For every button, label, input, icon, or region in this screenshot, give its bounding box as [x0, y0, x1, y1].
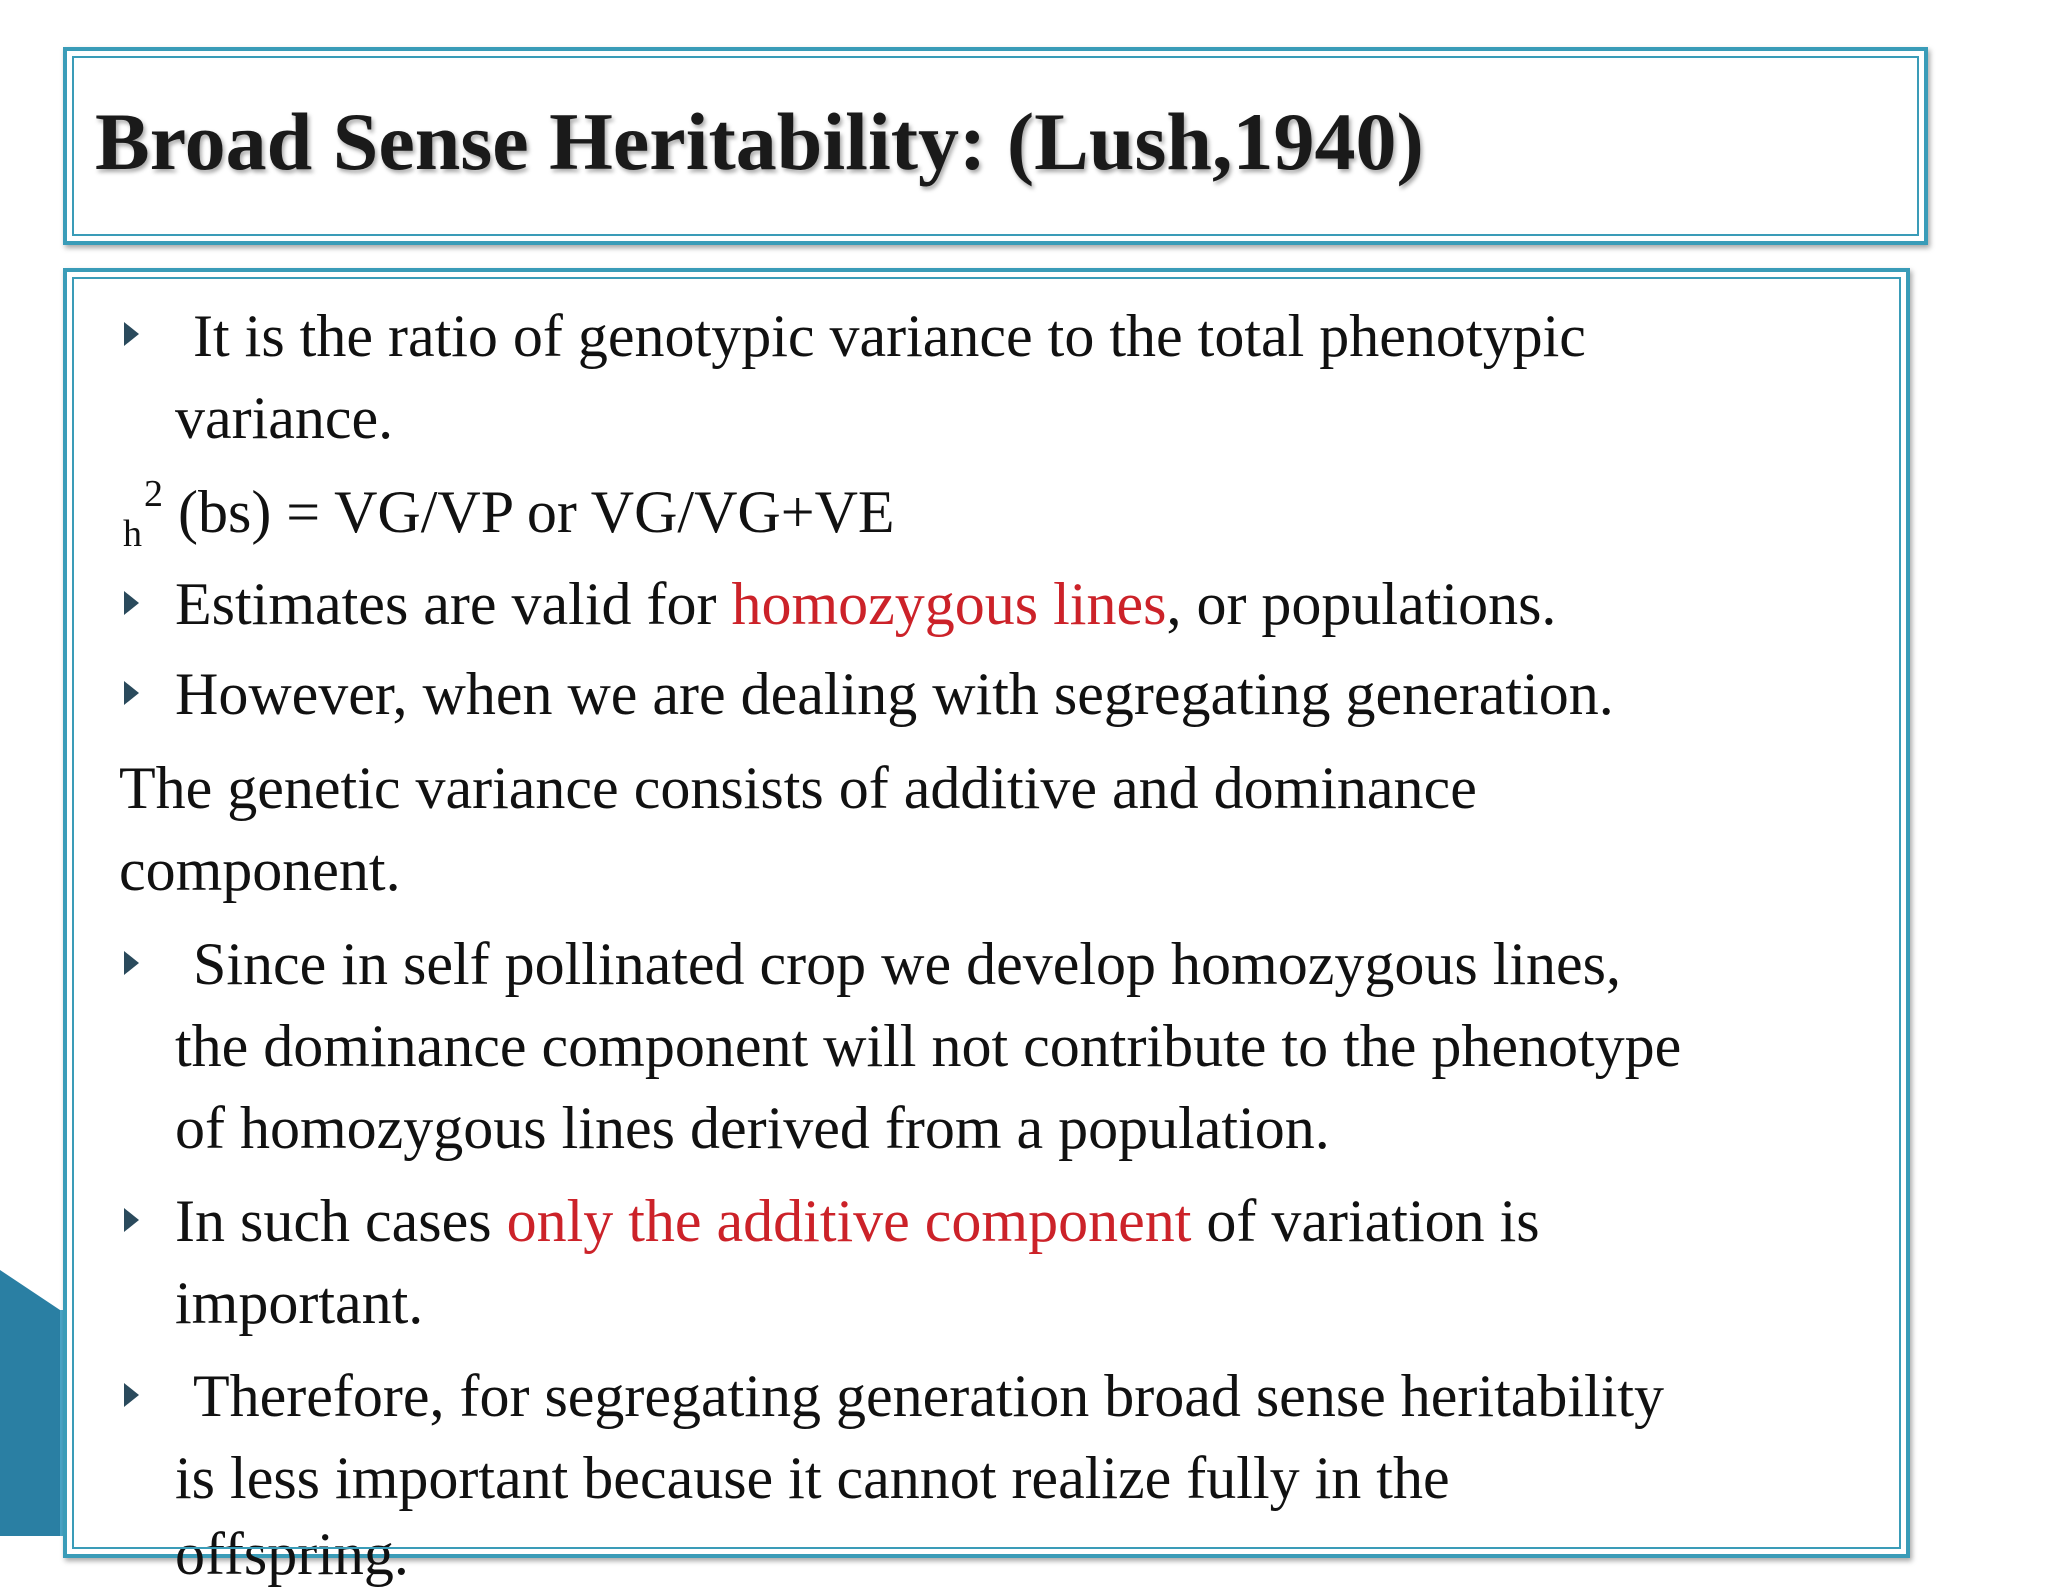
- formula-h: h: [123, 513, 142, 555]
- bullet-1-line-1: It is the ratio of genotypic variance to the total phenotypic: [193, 303, 1586, 369]
- formula-exponent: 2: [144, 473, 163, 515]
- bullet-4-line-2: the dominance component will not contribute to the phenotype: [175, 1013, 1682, 1079]
- slide-title: Broad Sense Heritability: (Lush,1940): [95, 96, 1424, 187]
- bullet-5-highlight: only the additive component: [506, 1188, 1192, 1254]
- title-box: [63, 47, 1928, 245]
- bullet-4-line-1: Since in self pollinated crop we develop homozygous lines,: [193, 931, 1622, 997]
- bullet-2-text-post: , or populations.: [1166, 571, 1557, 637]
- bullet-arrow-icon: [124, 591, 139, 615]
- bullet-5-line-1: [175, 1188, 1540, 1254]
- bullet-4-line-3: of homozygous lines derived from a population.: [175, 1095, 1330, 1161]
- bullet-5-line-2: important.: [175, 1270, 424, 1336]
- formula-expression: (bs) = VG/VP or VG/VG+VE: [163, 479, 895, 545]
- paragraph-line-2: component.: [119, 837, 401, 903]
- bullet-6-line-1: Therefore, for segregating generation broad sense heritability: [193, 1363, 1665, 1429]
- bullet-arrow-icon: [124, 322, 139, 346]
- bullet-arrow-icon: [124, 681, 139, 705]
- bullet-5-text-post: of variation is: [1191, 1188, 1540, 1254]
- corner-decoration: [0, 1270, 70, 1536]
- paragraph-line-1: The genetic variance consists of additive and dominance: [119, 755, 1477, 821]
- bullet-2: [175, 571, 1557, 637]
- bullet-6-line-2: is less important because it cannot realize fully in the: [175, 1445, 1450, 1511]
- bullet-2-text-pre: Estimates are valid for: [175, 571, 732, 637]
- bullet-5-text-pre: In such cases: [175, 1188, 507, 1254]
- bullet-arrow-icon: [124, 951, 139, 975]
- bullet-2-highlight: homozygous lines: [731, 571, 1167, 637]
- heritability-formula: [123, 473, 895, 555]
- bullet-1-line-2: variance.: [175, 385, 394, 451]
- bullet-3-line-1: However, when we are dealing with segregating generation.: [175, 661, 1614, 727]
- bullet-arrow-icon: [124, 1383, 139, 1407]
- bullet-6-line-3: offspring.: [175, 1521, 409, 1587]
- bullet-arrow-icon: [124, 1208, 139, 1232]
- content-box: [63, 268, 1910, 1587]
